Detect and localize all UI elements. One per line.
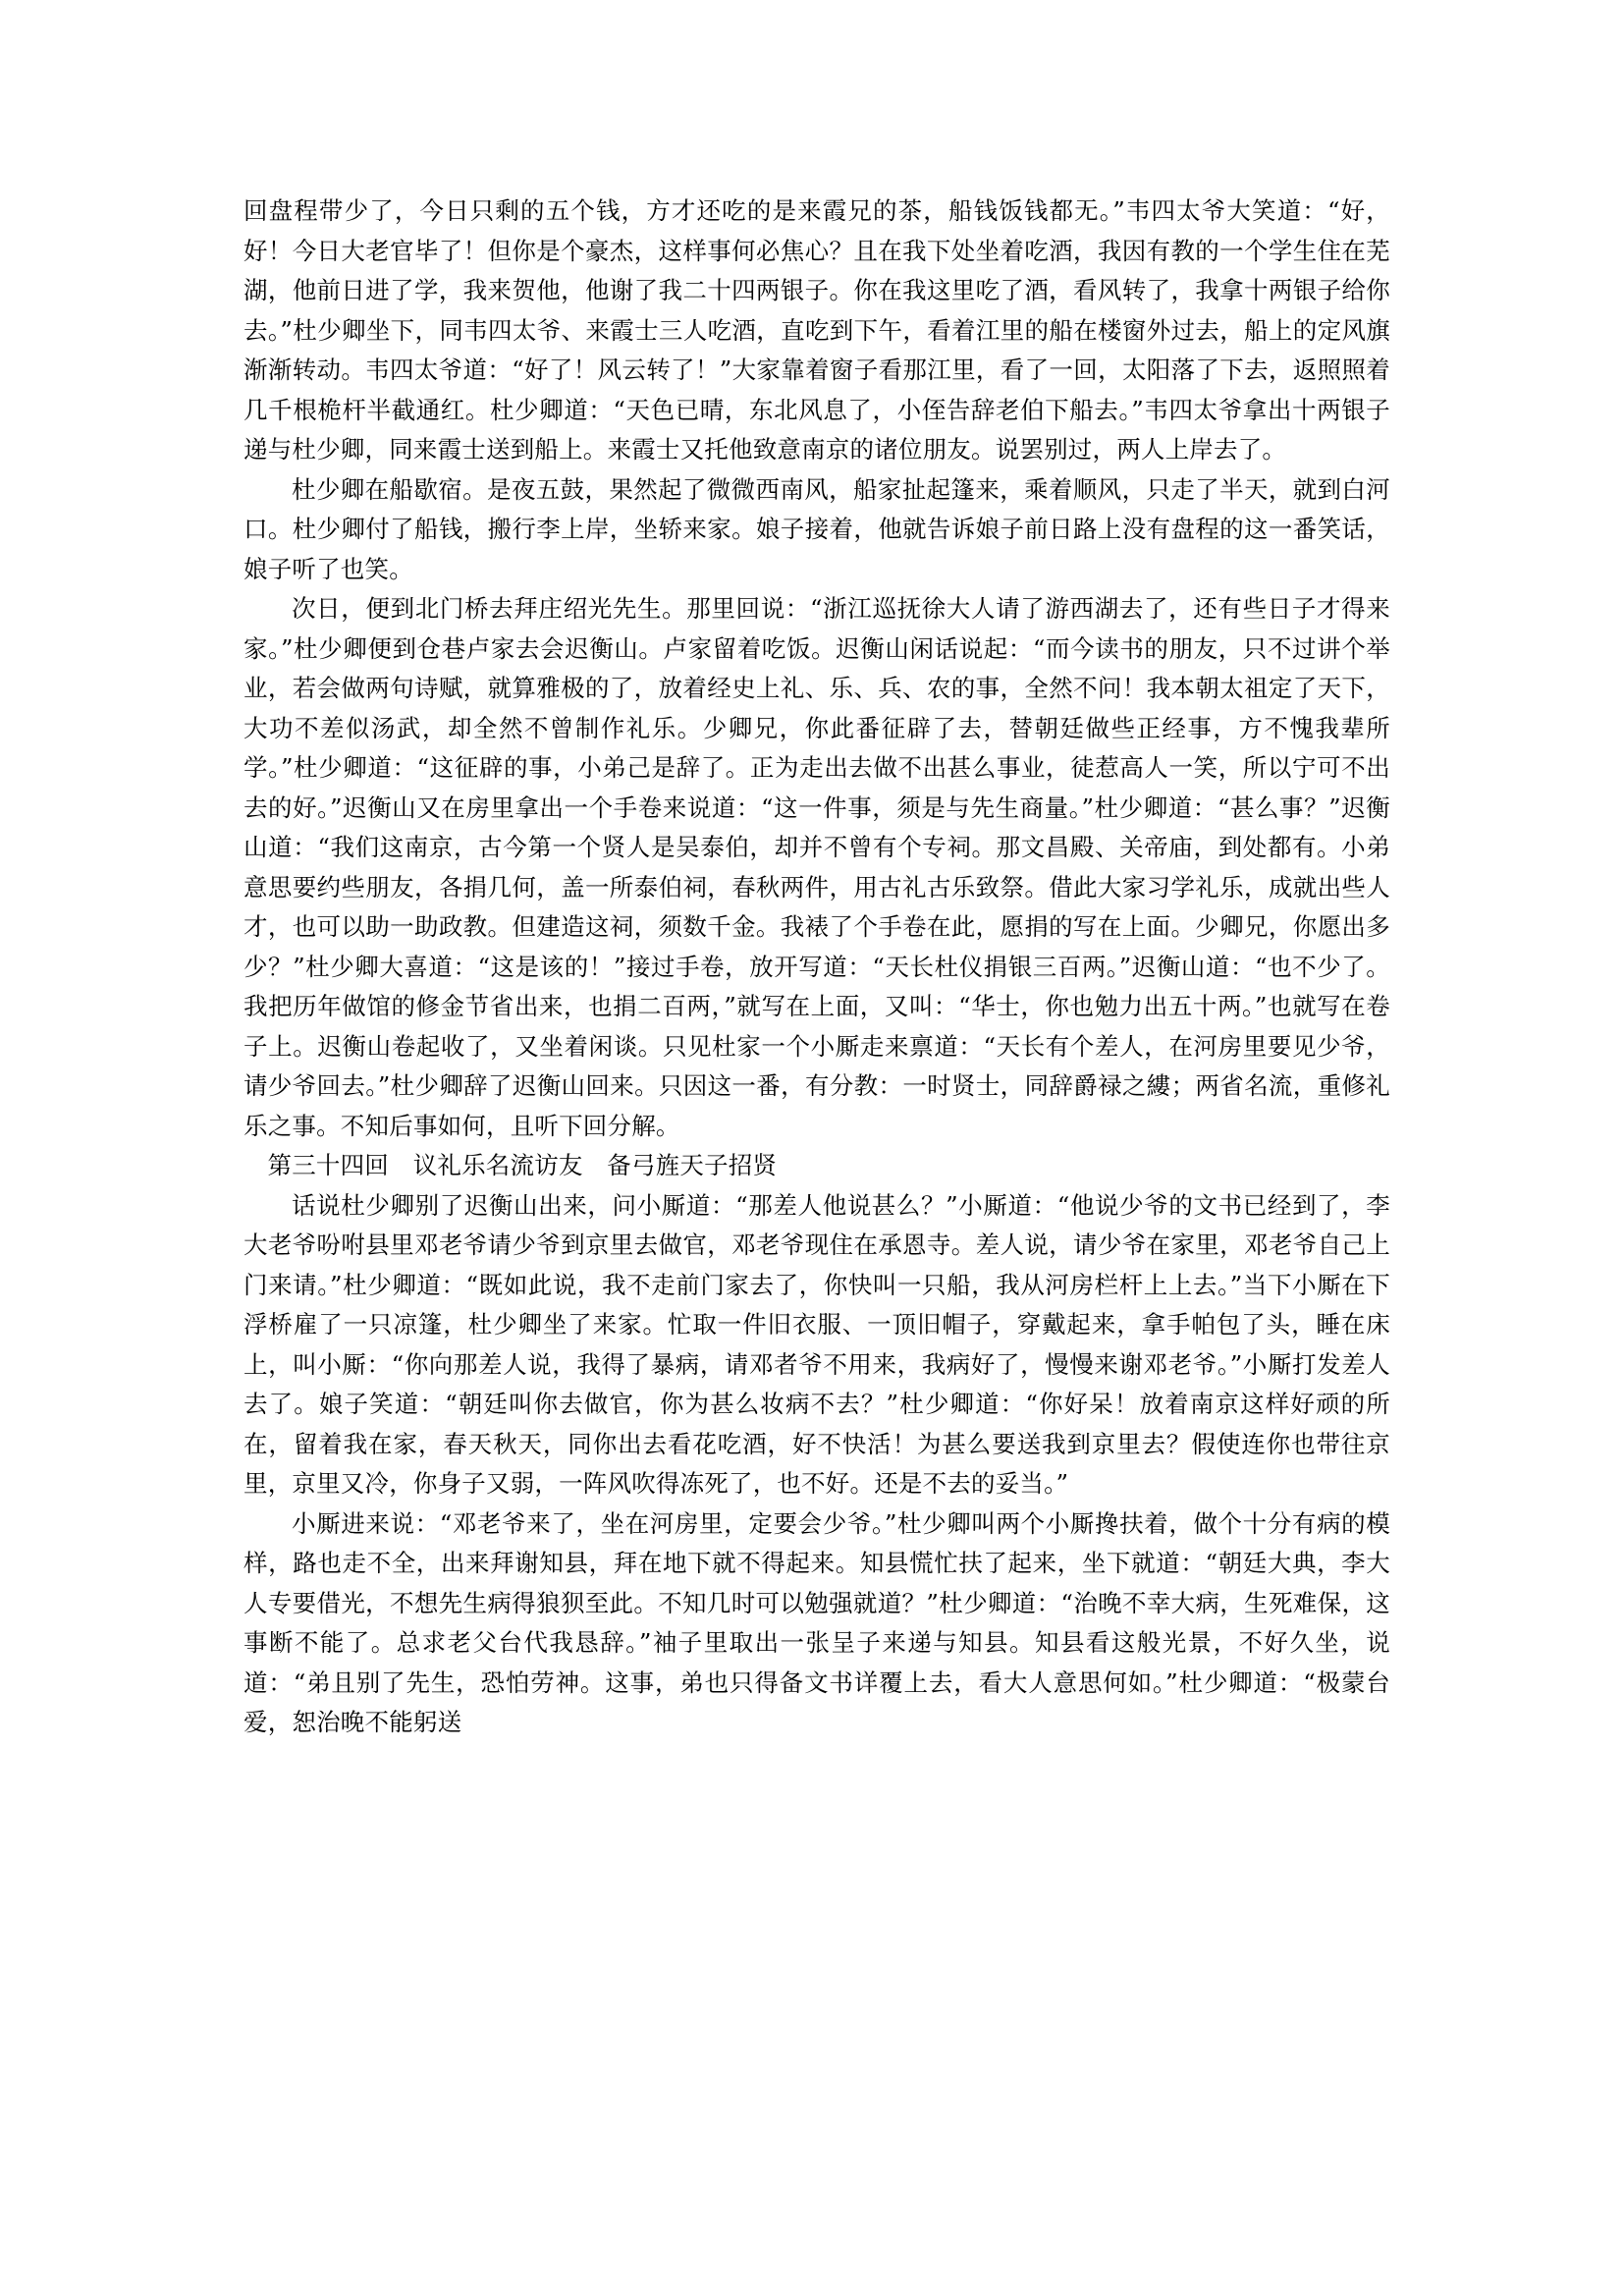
paragraph: 杜少卿在船歇宿。是夜五鼓，果然起了微微西南风，船家扯起篷来，乘着顺风，只走了半天，就到白河口。杜少卿付了船钱，搬行李上岸，坐轿来家。娘子接着，他就告诉娘子前日路上没有盘程的这一番笑话，娘子听了也笑。 xyxy=(243,474,1390,583)
paragraph: 次日，便到北门桥去拜庄绍光先生。那里回说：“浙江巡抚徐大人请了游西湖去了，还有些日子才得来家。”杜少卿便到仓巷卢家去会迟衡山。卢家留着吃饭。迟衡山闲话说起：“而今读书的朋友，只不过讲个举业，若会做两句诗赋，就算雅极的了，放着经史上礼、乐、兵、农的事，全然不问！我本朝太祖定了天下，大功不差似汤武，却全然不曾制作礼乐。少卿兄，你此番征辟了去，替朝廷做些正经事，方不愧我辈所学。”杜少卿道：“这征辟的事，小弟己是辞了。正为走出去做不出甚么事业，徒惹高人一笑，所以宁可不出去的好。”迟衡山又在房里拿出一个手卷来说道：“这一件事，须是与先生商量。”杜少卿道：“甚么事？”迟衡山道：“我们这南京，古今第一个贤人是吴泰伯，却并不曾有个专祠。那文昌殿、关帝庙，到处都有。小弟意思要约些朋友，各捐几何，盖一所泰伯祠，春秋两件，用古礼古乐致祭。借此大家习学礼乐，成就出些人才，也可以助一助政教。但建造这祠，须数千金。我裱了个手卷在此，愿捐的写在上面。少卿兄，你愿出多少？”杜少卿大喜道：“这是该的！”接过手卷，放开写道：“天长杜仪捐银三百两。”迟衡山道：“也不少了。我把历年做馆的修金节省出来，也捐二百两，”就写在上面，又叫：“华士，你也勉力出五十两。”也就写在卷子上。迟衡山卷起收了，又坐着闲谈。只见杜家一个小厮走来禀道：“天长有个差人，在河房里要见少爷，请少爷回去。”杜少卿辞了迟衡山回来。只因这一番，有分教：一时贤士，同辞爵禄之縷；两省名流，重修礼乐之事。不知后事如何，且听下回分解。 xyxy=(243,594,1390,1140)
paragraph: 小厮进来说：“邓老爷来了，坐在河房里，定要会少爷。”杜少卿叫两个小厮搀扶着，做个十分有病的模样，路也走不全，出来拜谢知县，拜在地下就不得起来。知县慌忙扶了起来，坐下就道：“朝廷大典，李大人专要借光，不想先生病得狼狈至此。不知几时可以勉强就道？”杜少卿道：“治晚不幸大病，生死难保，这事断不能了。总求老父台代我恳辞。”袖子里取出一张呈子来递与知县。知县看这般光景，不好久坐，说道：“弟且别了先生，恐怕劳神。这事，弟也只得备文书详覆上去，看大人意思何如。”杜少卿道：“极蒙台爱，恕治晚不能躬送 xyxy=(243,1508,1390,1736)
page-text-body xyxy=(243,191,1390,1743)
chapter-heading: 第三十四回 议礼乐名流访友 备弓旌天子招贤 xyxy=(267,1151,778,1179)
paragraph: 话说杜少卿别了迟衡山出来，问小厮道：“那差人他说甚么？”小厮道：“他说少爷的文书已经到了，李大老爷吩咐县里邓老爷请少爷到京里去做官，邓老爷现住在承恩寺。差人说，请少爷在家里，邓老爷自己上门来请。”杜少卿道：“既如此说，我不走前门家去了，你快叫一只船，我从河房栏杆上上去。”当下小厮在下浮桥雇了一只凉篷，杜少卿坐了来家。忙取一件旧衣服、一顶旧帽子，穿戴起来，拿手帕包了头，睡在床上，叫小厮：“你向那差人说，我得了暴病，请邓者爷不用来，我病好了，慢慢来谢邓老爷。”小厮打发差人去了。娘子笑道：“朝廷叫你去做官，你为甚么妆病不去？”杜少卿道：“你好呆！放着南京这样好顽的所在，留着我在家，春天秋天，同你出去看花吃酒，好不快活！为甚么要送我到京里去？假使连你也带往京里，京里又冷，你身子又弱，一阵风吹得冻死了，也不好。还是不去的妥当。” xyxy=(243,1190,1390,1498)
paragraph: 回盘程带少了，今日只剩的五个钱，方才还吃的是来霞兄的茶，船钱饭钱都无。”韦四太爷大笑道：“好，好！今日大老官毕了！但你是个豪杰，这样事何必焦心？且在我下处坐着吃酒，我因有教的一个学生住在芜湖，他前日进了学，我来贺他，他谢了我二十四两银子。你在我这里吃了酒，看风转了，我拿十两银子给你去。”杜少卿坐下，同韦四太爷、来霞士三人吃酒，直吃到下午，看着江里的船在楼窗外过去，船上的定风旗渐渐转动。韦四太爷道：“好了！风云转了！”大家靠着窗子看那江里，看了一回，太阳落了下去，返照照着几千根桅杆半截通红。杜少卿道：“天色已晴，东北风息了，小侄告辞老伯下船去。”韦四太爷拿出十两银子递与杜少卿，同来霞士送到船上。来霞士又托他致意南京的诸位朋友。说罢别过，两人上岸去了。 xyxy=(243,196,1390,464)
